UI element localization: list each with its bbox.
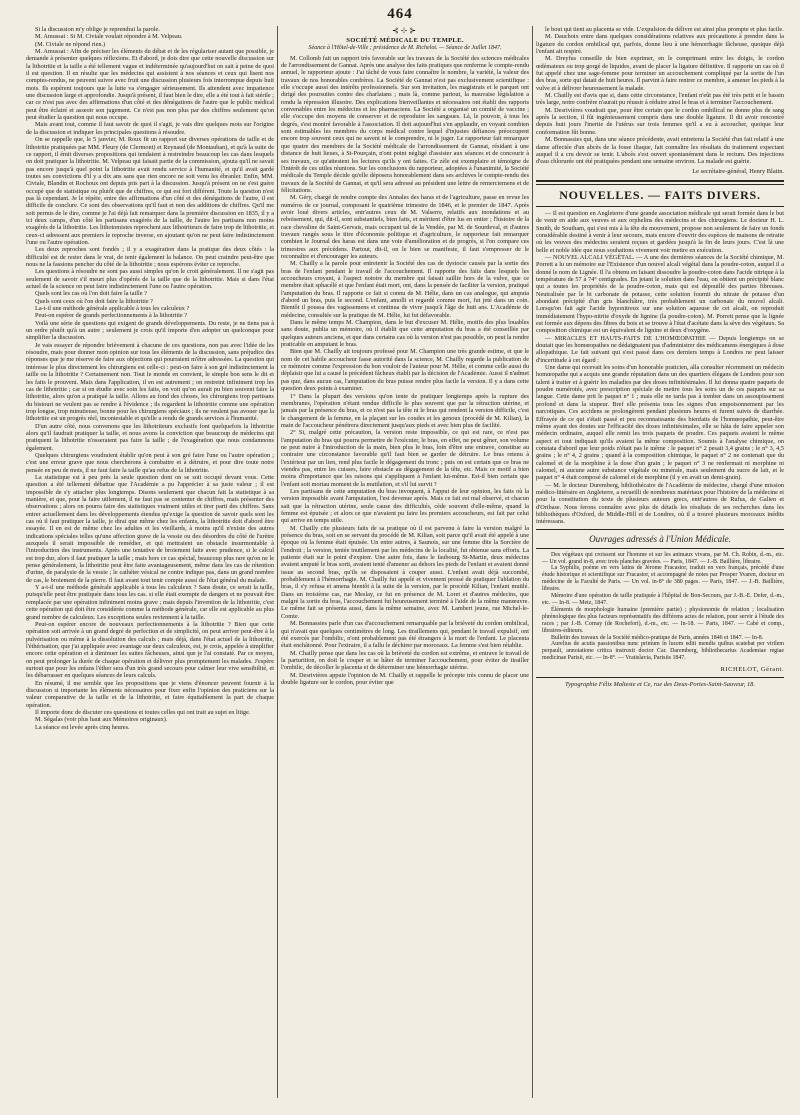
column-divider: [277, 26, 278, 1098]
paragraph: M. Chailly est d'avis que si, dans cette circonstance, l'enfant n'eût pas été très petit et le bassin très large, notre confrère n'aurait pu réussir à réduire ainsi le bras et à terminer l'accouchement.: [536, 92, 784, 107]
ornament: ⊰⊹⊱: [391, 26, 419, 35]
paragraph: Peut-on espérer encore de nouveaux perfectionnements à la lithotritie ? Bien que cette opération soit arrivée à un grand degré de perfection et de simplicité, on peut arriver peut-être à la pulvérisation ou même à la dissolution des calculs ; mais déjà, dans l'état actuel de la lithotritie, l'éthérisation, que j'ai appliquée avec avantage sur deux calculeux, est, je crois, appelée à simplifier encore cette opération et à diminuer les suites fâcheuses, ainsi que je l'ai constaté. Par ce moyen, on peut prolonger la durée de chaque opération et délivrer plus promptement les malades. J'espère surtout que pour les enfans l'éther sera d'un très grand secours pour calmer leur vive sensibilité, et les débarrasser en quelques séances de leurs calculs.: [26, 620, 274, 680]
paragraph: M. Amussat : Si M. Civiale voulait répondre à M. Velpeau.: [35, 33, 183, 41]
paragraph: M. Desrivières appuie l'opinion de M. Chailly et rappelle le précepte très connu de placer une double ligature sur le cordon, pour éviter que: [281, 671, 529, 686]
paragraph: M. Dauchoix entre dans quelques considérations relatives aux précautions à prendre dans la ligature du cordon ombilical qui, parfois, donne lieu à une hémorrhagie fâcheuse, quoique déjà l'enfant ait respiré.: [536, 33, 784, 56]
paragraph: Bien que M. Chailly ait toujours professé pour M. Champion une très grande estime, et que le nom de cet habile accoucheur fasse autorité dans la science, M. Chailly regarde la publication de ce mémoire comme l'expression du bon vouloir de l'auteur pour M. Hélie, et comme celle aussi du déplaisir que lui a causé le précédent fâcheux établi par la décision de l'Académie. Aussi il n'admet pas que, dans aucun cas, l'amputation du bras puisse rendre plus facile la version. Il y a dans cette question deux points à examiner.: [281, 348, 529, 393]
paragraph: Y a-t-il une méthode générale applicable à tous les calculeux ? Sans doute, ce serait la taille, puisqu'elle peut être pratiquée dans tous les cas. si elle était exempte de dangers et ne pouvait être remplacée par une opération infiniment moins grave ; mais depuis l'invention de la lithotritie, c'est cette opération qui doit être considérée comme la méthode générale, car elle est applicable au plus grand nombre de calculeux. Les exceptions seules reviennent à la taille.: [26, 584, 274, 621]
book-entry: Éléments de morphologie humaine (première partie) ; physionomie de relation ; localisation phrénologique des plus facteurs représentatifs des différens actes de relation, pour servir à l'étude des races ; par J.-B. Cornay (de Rochefort), d.-m., etc. — In-18. — Paris, 1847. — Cabé et comp., libraires-éditeurs.: [542, 606, 784, 634]
paragraph: M. Ségalas (voir plus haut aux Mémoires originaux).: [35, 716, 168, 724]
column-divider: [532, 26, 533, 1098]
paragraph: Les deux reproches sont fondés ; il y a exagération dans la pratique des deux côtés : la difficulté est de rester dans le vrai, de tenir également la balance. On peut craindre peut-être que nous ne la fassions pencher du côté de la lithotritie ; nous espérons éviter ce reproche.: [26, 246, 274, 268]
manager-signature: RICHELOT, Gérant.: [720, 666, 784, 674]
paragraph: 2° Si, malgré cette précaution, la version reste impossible, ce qui est rare, ce n'est pas l'amputation du bras qui pourra permettre de l'exécuter, le bras, en effet, ne peut gêner, son volume ne peut nuire à l'introduction de la main, bien plus le bras, loin d'être une entrave, constitue au contraire une circonstance favorable qu'il faut bien se garder de détruire. Le bras retenu à l'extérieur par un lien, rend plus facile le dégagement du tronc ; puis on est certain que ce bras ne viendra pas, entre les cuisses, faire obstacle au dégagement de la tête, etc. Mais ce motif a bien moins d'importance que les raisons qui s'appliquent à l'enfant lui-même. Est-il bien certain que l'enfant soit mortau moment de la mutilation, et s'il lui survit ?: [281, 429, 529, 488]
paragraph: La séance est levée après cinq heures.: [35, 723, 130, 731]
paragraph: 1° Dans la plupart des versions qu'on tente de pratiquer longtemps après la rupture des membranes, l'opération n'étant rendue difficile le plus souvent que par la rétraction utérine, et jamais par la présence du bras, et ce n'est pas la tête ni le bras qui rendent la version difficile, c'est le changement de la femme, en la plaçant sur les coudes et les genoux (procédé de M. Kilian), la main de l'accoucheur pénétrera directement jusqu'aux pieds et avec bien plus de facilité.: [281, 392, 529, 429]
page-number: 464: [387, 6, 413, 22]
news-item: — NOUVEL ALCALI VÉGÉTAL. — A une des dernières séances de la Société chimique, M. Porrett a lu un mémoire sur l'Existence d'un nouvel alcali végétal dans la poudre-coton, auquel il a donné le nom de Lignée. Il l'a obtenu en faisant dissoudre la poudre-coton dans l'acide nitrique à la température de 57 à 74° centigrades. En jetant le solution dans l'eau, on obtient un précipité blanc qui a toutes les propriétés de la poudre-coton, mais qui est dépouillé des parties fibreuses. Neutralisée par le bi carbonate de potasse, cette solution fournit du nitrate de potasse d'un abondant précipité d'un gris blanchâtre, très probablement un carbonate du nouvel alcali. Lorsqu'on fait agir l'acide hyponitreux sur une solution aqueuse de cet alcali, on reproduit immédiatement l'hypo-nitrite d'oxyde de lignine (la poudre-coton). M. Porrett pense que la lignée est formée aux dépens des fibres du bois et se trouve à l'état d'acétate dans la sève des végétaux. Sa composition chimique est un équivalent de lignine et deux d'oxygène.: [536, 253, 784, 335]
paragraph: M. Chailly a la parole pour entretenir la Société des cas de dystocie causés par la sortie des bras de l'enfant pendant le travail de l'accouchement. Il rapporte des faits dans lesquels les accoucheurs croyant, à l'aspect notoire du membre qui faisait saillie hors de la vulve, que ce membre était sphacélé et que l'enfant était mort, ont, dans la pensée de faciliter la version, pratiqué l'amputation du bras. Il rapporte ce fait si connu de M. Hélie, dans un cas analogue, qui amputa d'abord un bras, puis le second. L'enfant, amolli et regardé comme mort, fut jeté dans un coin. Bientôt il poussa des vagissemens et continua de vivre jusqu'à l'âge de huit ans. L'Académie de médecine, consultée sur la pratique de M. Hélie, lui fut défavorable.: [281, 260, 529, 319]
paragraph: M. Bonnassies qui, dans une séance précédente, avait entretenu la Société d'un fait relatif à une dame affectée d'un abcès de la fosse iliaque, fait connaître les résultats du traitement expectant auquel il a cru devoir se tenir. L'abcès s'est ouvert spontanément dans le rectum. Des injections d'eau chlorurée ont été pratiquées pendant une semaine environ. La malade est guérie.: [536, 136, 784, 166]
paragraph: M. Amussat : Afin de préciser les éléments du débat et de les régulariser autant que possible, je demande à présenter quelques réflexions. Et d'abord, je dois dire que cette nouvelle discussion sur la lithotritie et la taille a été tellement vague et indéterminée qu'aujourd'hui on sait à peine de quoi il est question. Il en résulte que les médecins qui assistent à nos séances et ceux qui lisent nos comptes-rendus, ne peuvent suivre avec fruit une discussion plusieurs fois interrompue depuis huit mois. Ils espèrent toujours que la lutte va s'engager sérieusement. Ils attendent avec impatience une discussion large et approfondie. Jusqu'à présent, il faut bien le dire, elle a été tout à fait stérile ; car ce n'est pas avec des affirmations d'un côté et des dénégations de l'autre que le public médical peut être éclairé et asseoir son jugement. Ce n'est pas non plus par des chiffres seulement qu'on peut étudier la question qui nous occupe.: [26, 48, 274, 122]
column-right: [536, 26, 784, 1101]
paragraph: Je vais essayer de répondre brièvement à chacune de ces questions, non pas avec l'idée de les résoudre, mais pour donner mon opinion sur tous les éléments de la discussion, sans préjudice des réponses que je me réserve de faire aux objections qui pourraient m'être adressées. La question qui intéresse le plus directement les chirurgiens est celle-ci : peut-on faire à son gré indistinctement la taille ou la lithotritie ? Certainement non. Tout le monde en convient, le simple bon sens le dit et les faits le prouvent. Mais dans l'application, il en est autrement ; on restreint infiniment trop les cas de lithotritie ; car si on étudie avec soin les faits, on voit qu'on aurait pu bien souvent faire la lithotritie, alors qu'on a pratiqué la taille. Allons au fond des choses, les chirurgiens trop partisans du bistouri ne veulent pas se rendre à l'évidence ; ils regardent la lithotritie comme une opération trop longue, trop minutieuse, bonne pour les chirurgiens spéciaux ; ils ne veulent pas avouer que la lithotritie est un progrès réel, incontestable et qu'elle a rendu de grands services à l'humanité.: [26, 341, 274, 423]
divider: [536, 206, 784, 207]
paragraph: M. Dreyfus conseille de bien exprimer, en le comprimant entre les doigts, le cordon œdémateux ou trop gorgé de liquides, avant de placer la ligature définitive. Il rapporte un cas où il fut appelé chez une sage-femme pour terminer un accouchement compliqué par la sortie de l'un des bras, sorte qui datait de huit heures. Il parvint à faire rentrer ce membre, à amener les pieds à la vulve et à délivrer heureusement la malade.: [536, 55, 784, 92]
book-entry: Bulletin des travaux de la Société médico-pratique de Paris, années 1846 et 1847. — In-8.: [551, 634, 764, 641]
paragraph: M. Géry, chargé de rendre compte des Annales des haras et de l'agriculture, passe en revue les numéros de ce journal, composant le quatrième trimestre de 1846, et le premier de 1847. Après avoir loué divers articles, entr'autres ceux de M. Valserre, relatifs aux inondations et au reboisement, qui, dit-il, sont substantiels, bien faits, et méritent d'être lus en entier ; l'histoire de la race chevaline de Saint-Gervais, mais occupant tal de la Vendée, par M. de Sourdeval, et d'autres travaux rangés sous le titre d'économie politique et d'agriculture, le rapporteur fait remarquer combien le Journal des haras est dans une voie d'amélioration et de progrès, si l'on compare ces trimestres aux précédens. Partout, dit-il, on le bien se manifeste, il faut s'empresser de le reconnaître et d'encourager les auteurs.: [281, 194, 529, 260]
paragraph: Voilà une série de questions qui exigent de grands développements. Du reste, je ne tiens pas à un ordre plutôt qu'à un autre ; seulement je crois qu'il importe d'en adopter un quelconque pour simplifier la discussion.: [26, 319, 274, 342]
paragraph: La-t-il une méthode générale applicable à tous les calculeux ?: [35, 305, 190, 313]
paragraph: Mais avant tout, comme il faut savoir de quoi il s'agit, je vais dire quelques mots sur l'origine de la discussion et indiquer les principales questions à résoudre.: [26, 121, 274, 136]
paragraph: Les questions à résoudre ne sont pas aussi simples qu'on le croit généralement. Il ne s'agit pas seulement de savoir s'il meurt plus d'opérés de la taille que de la lithotritie. Mais si dans l'état actuel de la science on peut faire indistinctement l'une ou l'autre opération.: [26, 268, 274, 291]
paragraph: M. Chailly pense que dans les cas où la brièveté du cordon est extrême, et entrave le travail de la parturition, on doit le couper et se hâter de terminer l'accouchement, pour éviter de tirailler l'ombilic, de décoller le placenta et de déterminer une hémorrhagie utérine.: [281, 649, 529, 672]
book-entry: Aurelius de acutis passionibus nunc primum in lucem editi mendis quibus scatebat per virilem perpauli, annotatione critica instruxit doctor Car. Daremberg, bibliothecarius Academiae regiae medicinae Parisii, etc. — In-8°. — Vratislavia, Parisiis 1847.: [542, 641, 784, 662]
book-entry: La Syphilis, poème en vers latins de Jérome Fracastor, traduit en vers français, précédé d'une étude historique et scientifique sur Fracastor, et accompagné de notes par Prosper Yvaren, docteur en médecine de la Faculté de Paris. — Un vol. in-8° de 380 pages. — Paris, 1847. — J.-B. Baillière, libraire.: [542, 565, 784, 593]
news-section-title: NOUVELLES. — FAITS DIVERS.: [559, 187, 761, 202]
printer-imprint: Typographie Félix Malteste et Ce, rue des Deux-Portes-Saint-Sauveur, 18.: [565, 680, 755, 688]
paragraph: Quels sont les cas où l'on doit faire la taille ?: [35, 290, 147, 298]
section-rule: [536, 180, 784, 185]
paragraph: M. Bonnassies parle d'un cas d'accouchement remarquable par la brièveté du cordon ombilical, qui n'avait que quelques centimètres de long. Les tiraillemens qui, pendant le travail expulsif, ont été exercés par l'ombilic, n'ont probablement pas été étrangers à la mort de l'enfant. Le placenta était enchâtonné. Pour l'extraire, il a fallu le déchirer par morceaux. La femme s'est bien rétablie.: [281, 620, 529, 650]
paragraph: M. Chailly cite plusieurs faits de sa pratique où il est parvenu à faire la version malgré la présence du bras, soit en se servant du procédé de M. Kilian, soit parce qu'il avait été appelé à une époque où la femme était épuisée. Un entre autres, à Saunois, sur une femme dite la Sorcière de l'endroit ; la version, tentée inutilement par les médecins de la localité, fut obtenue sans efforts. La patiente était sur le point d'expirer. Une autre fois, dans le faubourg St-Martin, deux médecins avaient amputé le bras sorti, avaient tenté d'amener au dehors les pieds de l'enfant et avaient donné issue au second bras, qu'ils se disposaient à couper aussi. L'enfant avait déjà succombé, probablement à l'hémorrhagie. M. Chailly fut appelé et vivement pressé de pratiquer l'ablation du bras, il s'y refusa et amena bientôt à la suite de la version, par le procédé Kilian, l'enfant mutilé. Dans un troisième cas, rue Meslay, ce fut en présence de M. Loret et d'autres médecins, que malgré la sortie du bras, l'accouchement fut heureusement terminé à l'aide de la même manœuvre. Le même fait se présenta aussi, dans la même semaine, avec M. Lambert jeune, rue Michel-le-Comte.: [281, 524, 529, 620]
paragraph: D'un autre côté, nous convenons que les lithotriteurs exclusifs font quelquefois la lithotritie alors qu'il faudrait pratiquer la taille, et nous avons la conviction que beaucoup de médecins qui pratiquent la lithotritie n'osseraient pas faire la taille ; de l'exagération que nous condamnons également.: [26, 422, 274, 452]
news-item: Une dame qui recevait les soins d'un honorable praticien, alla consulter récemment un médecin homœopathe qui a acquis une grande réputation dans un des quartiers élégans de Londres pour son talent à traiter et à guérir les maladies par des doses infinitésimales. Il lui donna quatre paquets de poudre numérotés, avec prescription spéciale de mettre tous les soirs un de ces paquets sur sa langue. Cette dame prit le paquet n° 1 ; mais elle ne tarda pas à tomber dans un assoupissement profond et dans la stupeur. Bref elle présenta tous les signes d'un empoisonnement par les narcotiques. Ces accidens se prolongèrent pendant plusieurs heures et furent suivis de diarrhée. Effrayée de ce qui s'était passé et peu reconnaissante des bienfaits de l'homœopathie, peut-être même ayant des doutes sur l'efficacité des doses infinitésimales, elle se hâta de faire appeler son médecin ordinaire, auquel elle remit les trois paquets de poudre. Ces paquets avaient le même aspect et tout indiquait qu'ils avaient la même composition. Soumis à l'analyse chimique, on constata d'abord que leur poids n'était pas le même : le paquet n° 2 pesait 3,4 grains ; le n° 3, 4,5 grains ; le n° 4, 2 grains ; quand à la composition chimique, le paquet n° 2 ne contenait que du calomel et de la morphine à la dose d'un grain ; le paquet n° 3 ne renfermait ni morphine ni calomel, ni aucune autre substance végétale ou minérale, mais seulement du sucre de lait, et le paquet n° 4 était composé de calomel et de morphine (il y en avait un demi-grain).: [536, 364, 784, 482]
news-item: — M. le docteur Duremberg, bibliothécaire de l'Académie de médecine, chargé d'une mission médico-littéraire en Angleterre, a recueilli de nombreux matériaux pour l'histoire de la médecine et pour la constitution du texte de plusieurs auteurs grecs, entr'autres de Rufus, de Galien et d'Oribase. Nous ferons connaître avec plus de détails les résultats de ses recherches dans les bibliothèques d'Oxford, de Middle-Hill et de Londres, où il a trouvé plusieurs morceaux inédits intéressans.: [536, 481, 784, 526]
divider: [536, 677, 784, 678]
paragraph: Peut-on espérer de grands perfectionnements à la lithotritie ?: [35, 312, 188, 320]
paragraph: Il importe donc de discuter ces questions et toutes celles qui ont trait au sujet en litige.: [35, 708, 251, 716]
paragraph: Quelques chirurgiens voudraient établir qu'on peut à son gré faire l'une ou l'autre opération ; c'est une erreur grave que nous chercherons à combattre et à détruire, et pour dire toute notre pensée en peu de mots, il ne faut faire la taille qu'au refus de la lithotritie.: [26, 451, 274, 474]
column-middle: [281, 26, 529, 1096]
paragraph: Dans le même temps M. Champion, dans le but d'excuser M. Hélie, motifs des plus louables sans doute, publia un mémoire, où il établit que cette amputation du bras a été conseillée par quelques auteurs anciens, et que dans certains cas où la version n'est pas possible, on peut la rendre praticable en amputant le bras.: [281, 319, 529, 349]
paragraph: M. Desrivières voudrait que, pour être certain que le cordon ombilical ne donne plus de sang après la section, il fût ingénieusement compris dans une double ligature. Il dit avoir rencontré depuis huit jours l'inertie de l'utérus sur trois femmes qu'il a eu à accoucher, quoique leur conformation fût bonne.: [536, 106, 784, 136]
news-item: — Il est question en Angleterre d'une grande association médicale qui serait formée dans le but de venir en aide aux veuves et aux orphelins des médecins et des chirurgiens. Le docteur H. L. Smith, de Southam, qui s'est mis à la tête du mouvement, propose non seulement de faire un fonds considérable destiné à venir à leur secours, mais encore d'ouvrir des espèces de maisons de retraite où les veuves des médecins seraient reçues et gardées jusqu'à la fin de leurs jours. C'est là une belle et noble idée que nous souhaitons vivement voir mettre en exécution.: [536, 209, 784, 254]
paragraph: Les partisans de cette amputation du bras invoquent, à l'appui de leur opinion, les faits où la version impossible avant l'amputation, l'est devenue après. Mais ce fait est mal observé, et chacun sait que la rétraction utérine, seule cause des difficultés, cède souvent d'elle-même, quand la femme est épuisée ; et alors ce que n'avaient pu faire les premiers accoucheurs, est fait par celui qui arrive en temps utile.: [281, 487, 529, 525]
column-left: [26, 26, 274, 1096]
news-item: — MIRACLES ET HAUTS-FAITS DE L'HOMŒOPATHIE — Depuis longtemps on se doutait que les homœopathes ne dédaignaient pas d'administrer des médicamens énergiques à dose allopathique. Le fait suivant qui s'est passé dans ces derniers temps à Londres ne peut laisser d'incertitude à cet égard :: [536, 334, 784, 364]
paragraph: le bout qui tient au placenta se vide. L'expulsion du délivre est ainsi plus prompte et plus facile.: [545, 26, 784, 33]
divider: [536, 529, 784, 530]
paragraph: On se rappelle que, le 5 janvier, M. Roux fit un rapport sur diverses opérations de taille et de lithotritie pratiquées par MM. Fleury (de Clermont) et Reynaud (de Montauban), et qu'à la suite de ce rapport, il émit diverses propositions qui tendaient à restreindre beaucoup les cas dans lesquels on doit pratiquer la lithotritie. M. Velpeau qui faisait partie de la commission, ajouta qu'il ne savait pas encore jusqu'à quel point la lithotritie avait rendu service à l'humanité, et qu'il avait gardé toutes ses convictions d'il y a dix ans sans que rien encore ne soit venu les ébranler. Enfin, MM. Civiale, Blandin et Rochoux ont depuis pris part à la discussion. Jusqu'à présent on ne s'est guère occupé que de statistique ou plutôt que de chiffres, ce qui est fort différent. Toute la question n'est pas là cependant. Je le répète, entre des affirmations d'un côté et des dénégations de l'autre, il est difficile de conclure. Ce sont des observations qu'il faut et non des additions de chiffres. Qu'il me soit permis de le dire, comme je l'ai déjà fait remarquer dans la première discussion en 1835, il y a ici deux camps, d'un côté les partisans exagérés de la taille, de l'autre les partisans non moins exagérés de la lithotritie. Les lithotomistes reprochent aux lithotriteurs de faire trop de lithotritie, et ceux-ci adressent aux premiers le reproche inverse, en ajoutant qu'on ne peut faire indistinctement l'une ou l'autre opération.: [26, 136, 274, 246]
section-subheader: Séance à l'Hôtel-de-Ville ; présidence de M. Richelot. — Séance de Juillet 1847.: [308, 45, 502, 52]
paragraph: En résumé, il me semble que les propositions que je viens d'énoncer peuvent fournir à la discussion si importante les éléments nécessaires pour fixer enfin l'opinion des praticiens sur la valeur comparative de la taille et de la lithotritie, et faire équitablement la part de chaque opération.: [26, 679, 274, 709]
divider: [536, 548, 784, 549]
books-section-title: Ouvrages adressés à l'Union Médicale.: [589, 533, 731, 544]
book-entry: Des végétaux qui croissent sur l'homme et sur les animaux vivans, par M. Ch. Robin, d.-m., etc. — Un vol. grand in-8, avec trois planches gravées. — Paris, 1847. — J.-B. Baillière, libraire.: [542, 551, 784, 565]
paragraph: Si la discussion m'y oblige je reprendrai la parole.: [35, 26, 160, 33]
paragraph: M. Collomb fait un rapport très favorable sur les travaux de la Société des sciences médicales de l'arrondissement de Gannat. Après une analyse des faits pratiques que renferme le compte-rendu annuel, le rapporteur ajoute : J'ai tâché de vous faire connaître le nombre, la variété, la valeur des travaux de nos honorables confrères. La Société de Gannat n'est pas exclusivement scientifique : elle s'occupe aussi des intérêts professionnels. Sur son invitation, les magistrats et le parquet ont dirigé des poursuites contre des charlatans ; mais là, comme partout, la mauvaise législation a rendu la répression illusoire. Des explications bienveillantes et nécessaires ont établi des rapports convenables entre les médecins et les pharmaciens. La Société a organisé un comité de vaccine ; elle s'occupe des moyens de conserver et de reproduire les sangsues. Là, le pouvoir, à tous les degrés, s'est montré favorable à l'association. Il doit aujourd'hui s'en applaudir, en voyant combien sont estimables les membres du corps médical contre lequel d'injustes défiances préoccupent encore trop souvent ceux qui ne savent ni le comprendre, ni le juger. Le rapporteur fait remarquer que quatre des membres de la Société médicale de l'arrondissement de Gannat, résidant à une distance de huit lieues, à St-Pourçain, n'ont point négligé d'assister aux séances et de concourir à ses travaux, ce qu'attestent les lectures qu'ils y ont faites. Ce zèle est exemplaire et témoigne de l'intérêt de ces utiles réunions. Sur les conclusions du rapporteur, adoptées à l'unanimité, la Société médicale du Temple décide qu'elle déposera honorablement dans ses archives le compte-rendu des travaux de la Société de Gannat, et qu'il sera adressé au président une lettre de remerciemens et de félicitations.: [281, 54, 529, 194]
book-entry: Mémoire d'une opération de taille pratiquée à l'hôpital de Bon-Secours, par J.-B.-E. Defer, d.-m., etc. — In-8. — Metz, 1847.: [542, 593, 784, 606]
paragraph: Quels sont ceux où l'on doit faire la lithotritie ?: [35, 297, 153, 305]
paragraph: La statistique est à peu près la seule question dont on se soit occupé devant vous. Cette question a été tellement débattue que l'Académie a pu l'apprécier à sa juste valeur ; il est impossible de s'y attacher plus longtemps. Disons seulement que chacun fait la statistique à sa manière, et que, pour la faire utilement, il ne faut pas se contenter de chiffres, mais présenter des observations ; alors on pourra faire des statistiques vraiment utiles et tirer parti des chiffres. Sans entrer actuellement dans les développements étendus qu'exige la question de savoir quels sont les cas où il faut pratiquer la taille, je dirai que même chez les enfants, la lithotritie doit d'abord être essayée. Il en est de même chez les adultes et les vieillards, à moins qu'il n'existe des autres indications spéciales telles qu'une affection grave de la vessie ou des désordres du côté de l'urètre auxquels il serait impossible de remédier, et qui mettraient un obstacle insurmontable à l'introduction des instruments. Après une tentative de broiement faite avec prudence, si le calcul est trop dur, alors il faut pratiquer la taille ; mais hors ce cas spécial, beaucoup plus rare qu'on ne le pense généralement, la lithotritie peut être faite avantageusement, même dans les cas de rétention d'urine, de paralysie de la vessie ; le cathéter vésical ne contre indique pas, dans un grand nombre de cas, le broiement de la pierre. Il faut avant tout tenir compte aussi de l'état général du malade.: [26, 473, 274, 584]
secretary-signature: Le secrétaire-général, Henry Blatin.: [692, 167, 784, 175]
section-header: SOCIÉTÉ MÉDICALE DU TEMPLE.: [346, 37, 464, 44]
paragraph: (M. Civiale ne répond rien.): [35, 40, 106, 48]
